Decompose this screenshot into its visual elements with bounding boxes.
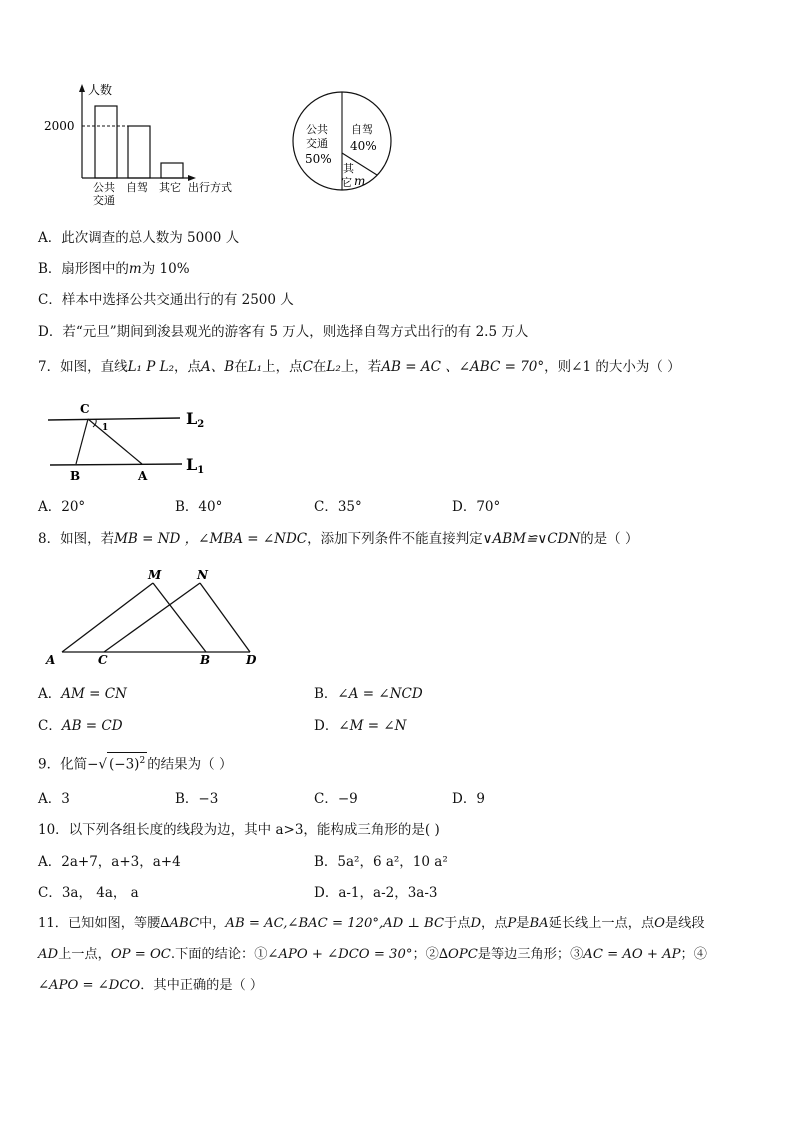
pie-small-m: m	[354, 174, 366, 188]
q8-d-label: D．	[314, 718, 339, 734]
q8-label-m: M	[148, 568, 162, 582]
q8-b-label: B．	[314, 686, 338, 702]
q11-l1-h: P	[507, 916, 517, 931]
q7-c: C	[302, 359, 313, 375]
q7-mid2: 在	[234, 359, 248, 375]
q7-figure	[40, 398, 220, 488]
q11-l1-l: O	[654, 916, 665, 931]
bar-x-label: 出行方式	[188, 181, 232, 194]
bar-cat-public-2: 交通	[93, 194, 115, 207]
q8-label-c: C	[98, 653, 108, 667]
q10-stem: 10．以下列各组长度的线段为边，其中 a>3，能构成三角形的是( )	[38, 822, 440, 838]
q11-l1-f: D	[470, 916, 482, 931]
q7-mid4: 在	[312, 359, 327, 375]
q11-l1-e: 于点	[444, 916, 471, 931]
q9-suffix: 的结果为（ ）	[147, 756, 233, 773]
q7-lines: L₁ P L₂	[127, 359, 175, 375]
q11-line-2	[38, 945, 707, 965]
pie-right-1: 自驾	[351, 123, 373, 136]
pie-chart	[290, 86, 400, 198]
pie-small-2: 它	[341, 176, 352, 189]
bar-cat-other: 其它	[159, 181, 181, 194]
q7-label-1: 1	[102, 423, 109, 433]
q9-option-b: B．−3	[175, 791, 219, 807]
q7-l2: L₂	[326, 359, 341, 375]
q7-l1: L₁	[247, 359, 263, 375]
q7-label-b: B	[70, 469, 81, 483]
pie-right-2: 40%	[350, 139, 377, 153]
q6-b-post: 为 10%	[141, 261, 190, 277]
q7-option-b: B．40°	[175, 499, 223, 515]
q8-label-a: A	[46, 653, 56, 667]
q8-a-text: AM = CN	[61, 686, 127, 702]
q6-b-pre: B．扇形图中的	[38, 261, 129, 277]
q9-sqrt-body	[107, 752, 147, 773]
bar-y-tick: 2000	[44, 119, 75, 133]
q8-prefix: 8．如图，若	[38, 531, 115, 547]
q6-option-c: C．样本中选择公共交通出行的有 2500 人	[38, 292, 294, 308]
q9-prefix: 9．化简	[38, 756, 88, 773]
q9-sqrt-sign: √	[98, 756, 108, 773]
bar-public	[95, 106, 117, 178]
q9-option-c: C．−9	[314, 791, 358, 807]
q8-seg-mb	[153, 583, 206, 652]
q9-minus: −	[87, 756, 99, 773]
q8-option-c	[38, 716, 123, 736]
q10-option-b: B．5a²，6 a²，10 a²	[314, 854, 448, 870]
q7-option-c: C．35°	[314, 499, 362, 515]
q7-seg-ca	[88, 419, 142, 464]
q11-l2-d: .下面的结论：①	[170, 947, 268, 962]
q11-l1-i: 是	[516, 916, 530, 931]
q8-seg-am	[62, 583, 153, 652]
q7-option-d: D．70°	[452, 499, 501, 515]
q6-option-d: D．若“元旦”期间到浚县观光的游客有 5 万人，则选择自驾方式出行的有 2.5 万人	[38, 324, 529, 340]
q7-cond: AB = AC 、∠ABC = 70°	[381, 359, 545, 375]
q7-mid5: 上，若	[340, 359, 382, 375]
q8-tri: ∨ABM≌∨CDN	[482, 531, 581, 547]
q7-mid1: ，点	[174, 359, 202, 375]
bar-cat-self: 自驾	[126, 181, 148, 194]
q11-l2-c: OP = OC	[110, 947, 171, 962]
q8-c-label: C．	[38, 718, 62, 734]
q7-option-a: A．20°	[38, 499, 86, 515]
q8-label-b: B	[200, 653, 211, 667]
q7-label-l1: L1	[186, 455, 205, 476]
q8-seg-cn	[104, 583, 200, 652]
q11-l1-b: ∆ABC	[160, 916, 200, 931]
q11-l2-h: 是等边三角形；③	[477, 947, 584, 962]
pie-small-1: 其	[343, 162, 354, 175]
q8-d-text: ∠M = ∠N	[338, 718, 407, 734]
q8-c-text: AB = CD	[61, 718, 123, 734]
q6-option-b	[38, 259, 190, 279]
q11-line-3	[38, 976, 263, 996]
q7-suffix: ，则∠1 的大小为（ ）	[544, 359, 681, 375]
q7-mid3: 上，点	[262, 359, 303, 375]
q7-label-l2: L2	[186, 409, 205, 430]
q6-option-a: A．此次调查的总人数为 5000 人	[38, 230, 240, 246]
q8-cond: MB = ND ，∠MBA = ∠NDC	[114, 531, 308, 547]
q9-option-a: A．3	[38, 791, 70, 807]
q11-l1-j: BA	[529, 916, 549, 931]
q7-seg-cb	[76, 419, 88, 464]
q8-a-label: A．	[38, 686, 62, 702]
q10-option-c: C．3a， 4a， a	[38, 885, 139, 901]
q10-option-d: D．a-1，a-2，3a-3	[314, 885, 438, 901]
q10-option-a: A．2a+7，a+3，a+4	[38, 854, 181, 870]
q11-line-1	[38, 914, 705, 934]
q8-label-n: N	[197, 568, 208, 582]
bar-chart	[40, 82, 255, 212]
q11-l2-f: ；②	[412, 947, 439, 962]
q9-option-d: D．9	[452, 791, 485, 807]
q9-exponent: 2	[139, 756, 146, 766]
q6-b-var: m	[128, 261, 142, 277]
q9-radicand: (−3)	[109, 756, 140, 773]
q11-l1-a: 11．已知如图，等腰	[38, 916, 161, 931]
q8-seg-nd	[200, 583, 250, 652]
bar-y-arrow	[79, 84, 85, 92]
q8-option-b	[314, 684, 423, 704]
q11-l1-g: ，点	[481, 916, 508, 931]
q11-l3-a: ∠APO = ∠DCO	[38, 978, 141, 993]
pie-left-1: 公共	[306, 123, 328, 136]
q9-stem	[38, 752, 232, 775]
q11-l1-m: 是线段	[664, 916, 705, 931]
q11-l2-b: 上一点，	[58, 947, 111, 962]
pie-left-3: 50%	[305, 152, 332, 166]
q8-option-a	[38, 684, 127, 704]
q8-label-d: D	[246, 653, 257, 667]
q11-l2-j: ；④	[680, 947, 707, 962]
q7-pts: A、B	[201, 359, 235, 375]
q7-label-c: C	[80, 402, 90, 416]
q7-prefix: 7．如图，直线	[38, 359, 128, 375]
q8-b-text: ∠A = ∠NCD	[337, 686, 423, 702]
q8-figure	[40, 566, 270, 670]
q11-l2-e: ∠APO + ∠DCO = 30°	[267, 947, 413, 962]
q8-option-d	[314, 716, 406, 736]
q11-l1-k: 延长线上一点，点	[548, 916, 655, 931]
bar-cat-public-1: 公共	[93, 181, 115, 194]
q11-l1-c: 中，	[199, 916, 226, 931]
q11-l2-a: AD	[38, 947, 59, 962]
q8-suffix: 的是（ ）	[580, 531, 639, 547]
bar-self-drive	[128, 126, 150, 178]
q7-stem	[38, 357, 681, 377]
q11-l2-i: AC = AO + AP	[583, 947, 681, 962]
q7-line-l2	[48, 418, 180, 420]
q11-l2-g: ∆OPC	[438, 947, 478, 962]
q8-stem	[38, 529, 638, 549]
q11-l3-b: ．其中正确的是（ ）	[140, 978, 264, 993]
q8-mid: ，添加下列条件不能直接判定	[307, 531, 483, 547]
q7-label-a: A	[138, 469, 148, 483]
pie-left-2: 交通	[306, 137, 328, 150]
bar-y-label: 人数	[88, 83, 113, 97]
q7-line-l1	[50, 464, 182, 465]
bar-other	[161, 163, 183, 178]
q11-l1-d: AB = AC,∠BAC = 120°,AD ⊥ BC	[225, 916, 445, 931]
